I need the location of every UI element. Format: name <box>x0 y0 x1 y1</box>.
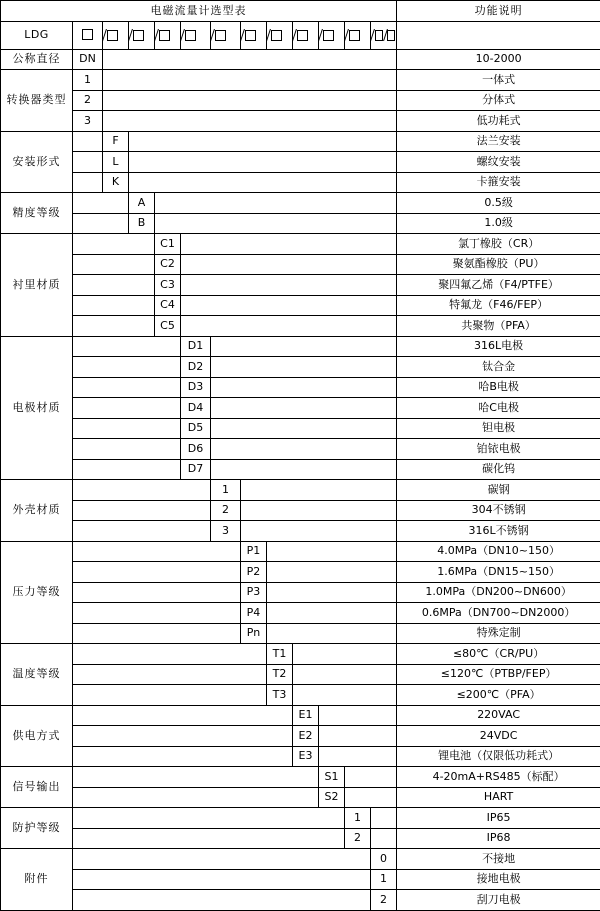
row-label-7: 温度等级 <box>1 644 73 706</box>
spacer-right <box>181 234 397 255</box>
option-code: D4 <box>181 398 211 419</box>
option-code: P1 <box>241 541 267 562</box>
spacer-left <box>73 500 211 521</box>
dn-code: DN <box>73 49 103 70</box>
table-row <box>1 70 600 91</box>
table-row <box>1 357 600 378</box>
option-desc: 接地电极 <box>397 869 600 890</box>
option-code: 1 <box>73 70 103 91</box>
spacer-left <box>73 828 345 849</box>
spacer-right <box>103 70 397 91</box>
table-row <box>1 603 600 624</box>
option-code: K <box>103 172 129 193</box>
option-code: 2 <box>371 890 397 911</box>
option-code: B <box>129 213 155 234</box>
option-desc: 304不锈钢 <box>397 500 600 521</box>
spacer-left <box>73 234 155 255</box>
option-desc: 4.0MPa（DN10~150） <box>397 541 600 562</box>
option-code: 3 <box>73 111 103 132</box>
option-desc: 特氟龙（F46/FEP） <box>397 295 600 316</box>
spacer-left <box>73 418 181 439</box>
option-code: D7 <box>181 459 211 480</box>
spacer-left <box>73 582 241 603</box>
spacer-left <box>73 726 293 747</box>
spacer-left <box>73 439 181 460</box>
spacer-right <box>241 480 397 501</box>
option-desc: 316L不锈钢 <box>397 521 600 542</box>
spacer-left <box>73 644 267 665</box>
table-row <box>1 439 600 460</box>
spacer-left <box>73 603 241 624</box>
spacer-left <box>73 213 129 234</box>
spacer-left <box>73 131 103 152</box>
option-desc: 316L电极 <box>397 336 600 357</box>
table-row <box>1 849 600 870</box>
option-desc: ≤200℃（PFA） <box>397 685 600 706</box>
table-row <box>1 664 600 685</box>
option-code: Pn <box>241 623 267 644</box>
spacer-right <box>211 418 397 439</box>
spacer-left <box>73 767 319 788</box>
option-desc: 锂电池（仅限低功耗式） <box>397 746 600 767</box>
function-header: 功能说明 <box>397 1 600 22</box>
dn-row <box>1 49 600 70</box>
option-desc: 卡箍安装 <box>397 172 600 193</box>
row-label-1: 安装形式 <box>1 131 73 193</box>
table-row <box>1 295 600 316</box>
option-code: E1 <box>293 705 319 726</box>
table-body <box>1 1 600 911</box>
table-row <box>1 726 600 747</box>
model-box-group-11 <box>371 21 397 49</box>
model-box-group-1 <box>103 21 129 49</box>
spacer-right <box>267 603 397 624</box>
model-box-group-10 <box>345 21 371 49</box>
spacer-left <box>73 480 211 501</box>
spacer-right <box>345 787 397 808</box>
table-row <box>1 562 600 583</box>
model-box-0 <box>73 21 103 49</box>
option-code: S1 <box>319 767 345 788</box>
spacer-right <box>241 500 397 521</box>
table-row <box>1 336 600 357</box>
model-prefix: LDG <box>1 21 73 49</box>
option-desc: 0.5级 <box>397 193 600 214</box>
option-desc: 不接地 <box>397 849 600 870</box>
row-label-10: 防护等级 <box>1 808 73 849</box>
option-code: C3 <box>155 275 181 296</box>
option-desc: IP68 <box>397 828 600 849</box>
row-label-5: 外壳材质 <box>1 480 73 542</box>
option-code: T3 <box>267 685 293 706</box>
spacer-left <box>73 623 241 644</box>
table-row <box>1 377 600 398</box>
table-row <box>1 398 600 419</box>
option-code: D5 <box>181 418 211 439</box>
option-desc: 法兰安装 <box>397 131 600 152</box>
model-box-group-4 <box>181 21 211 49</box>
option-code: P3 <box>241 582 267 603</box>
spacer-right <box>319 746 397 767</box>
spacer-right <box>211 398 397 419</box>
option-desc: 铂铱电极 <box>397 439 600 460</box>
spacer-right <box>267 562 397 583</box>
option-desc: 刮刀电极 <box>397 890 600 911</box>
option-code: A <box>129 193 155 214</box>
spacer-left <box>73 254 155 275</box>
table-row <box>1 418 600 439</box>
row-label-dn: 公称直径 <box>1 49 73 70</box>
table-row <box>1 746 600 767</box>
spacer-left <box>73 193 129 214</box>
spacer-right <box>155 213 397 234</box>
option-code: L <box>103 152 129 173</box>
option-desc: 哈C电极 <box>397 398 600 419</box>
table-row <box>1 193 600 214</box>
row-label-3: 衬里材质 <box>1 234 73 337</box>
option-code: C5 <box>155 316 181 337</box>
option-code: 3 <box>211 521 241 542</box>
option-code: D3 <box>181 377 211 398</box>
table-row <box>1 254 600 275</box>
model-box-group-8 <box>293 21 319 49</box>
spacer-right <box>211 357 397 378</box>
spacer-right <box>293 664 397 685</box>
option-code: P4 <box>241 603 267 624</box>
spacer-left <box>73 275 155 296</box>
spacer-left <box>73 890 371 911</box>
option-desc: 聚四氟乙烯（F4/PTFE） <box>397 275 600 296</box>
spacer-right <box>129 131 397 152</box>
spacer-right <box>241 521 397 542</box>
spacer-left <box>73 705 293 726</box>
option-code: D2 <box>181 357 211 378</box>
table-row <box>1 808 600 829</box>
spacer-left <box>73 746 293 767</box>
option-desc: IP65 <box>397 808 600 829</box>
spacer-left <box>73 316 155 337</box>
option-code: 2 <box>345 828 371 849</box>
option-code: C1 <box>155 234 181 255</box>
option-code: D1 <box>181 336 211 357</box>
table-row <box>1 111 600 132</box>
table-row <box>1 275 600 296</box>
spacer-right <box>371 808 397 829</box>
option-desc: 碳钢 <box>397 480 600 501</box>
option-code: D6 <box>181 439 211 460</box>
option-desc: 4-20mA+RS485（标配） <box>397 767 600 788</box>
option-code: 2 <box>73 90 103 111</box>
model-box-group-9 <box>319 21 345 49</box>
option-desc: 碳化钨 <box>397 459 600 480</box>
page-title: 电磁流量计选型表 <box>1 1 397 22</box>
spacer-left <box>73 377 181 398</box>
option-code: T1 <box>267 644 293 665</box>
spacer-right <box>181 316 397 337</box>
row-label-0: 转换器类型 <box>1 70 73 132</box>
table-row <box>1 213 600 234</box>
option-desc: 特殊定制 <box>397 623 600 644</box>
option-code: 1 <box>211 480 241 501</box>
spacer-left <box>73 336 181 357</box>
table-row <box>1 90 600 111</box>
spacer-left <box>73 562 241 583</box>
table-row <box>1 828 600 849</box>
table-row <box>1 234 600 255</box>
spacer-right <box>319 726 397 747</box>
row-label-9: 信号输出 <box>1 767 73 808</box>
spacer-left <box>73 152 103 173</box>
option-code: E3 <box>293 746 319 767</box>
table-row <box>1 152 600 173</box>
table-row <box>1 480 600 501</box>
option-desc: 1.6MPa（DN15~150） <box>397 562 600 583</box>
option-desc: 低功耗式 <box>397 111 600 132</box>
option-desc: 1.0级 <box>397 213 600 234</box>
model-box-group-3 <box>155 21 181 49</box>
spacer-right <box>211 459 397 480</box>
option-desc: 螺纹安装 <box>397 152 600 173</box>
model-box-group-7 <box>267 21 293 49</box>
option-code: E2 <box>293 726 319 747</box>
spacer-left <box>73 357 181 378</box>
spacer-left <box>73 398 181 419</box>
option-desc: 聚氨酯橡胶（PU） <box>397 254 600 275</box>
option-desc: 220VAC <box>397 705 600 726</box>
spacer-left <box>73 849 371 870</box>
spacer-right <box>211 439 397 460</box>
spacer-right <box>211 336 397 357</box>
table-row <box>1 172 600 193</box>
option-code: F <box>103 131 129 152</box>
model-box-group-5 <box>211 21 241 49</box>
row-label-6: 压力等级 <box>1 541 73 644</box>
dn-desc: 10-2000 <box>397 49 600 70</box>
table-row <box>1 316 600 337</box>
row-label-2: 精度等级 <box>1 193 73 234</box>
spacer-right <box>267 623 397 644</box>
spacer-right <box>267 541 397 562</box>
table-row <box>1 623 600 644</box>
option-code: T2 <box>267 664 293 685</box>
spacer-left <box>73 808 345 829</box>
option-desc: 氯丁橡胶（CR） <box>397 234 600 255</box>
spacer-left <box>73 685 267 706</box>
spacer-right <box>129 172 397 193</box>
spacer-left <box>73 787 319 808</box>
spacer-right <box>211 377 397 398</box>
option-code: 0 <box>371 849 397 870</box>
spacer-right <box>181 275 397 296</box>
table-row <box>1 541 600 562</box>
model-code-desc <box>397 21 600 49</box>
model-box-group-6 <box>241 21 267 49</box>
row-label-8: 供电方式 <box>1 705 73 767</box>
option-desc: ≤80℃（CR/PU） <box>397 644 600 665</box>
table-row <box>1 500 600 521</box>
option-desc: 一体式 <box>397 70 600 91</box>
table-row <box>1 787 600 808</box>
spacer-right <box>293 644 397 665</box>
option-desc: 哈B电极 <box>397 377 600 398</box>
spacer-left <box>73 295 155 316</box>
option-desc: 24VDC <box>397 726 600 747</box>
option-code: S2 <box>319 787 345 808</box>
spacer-left <box>73 172 103 193</box>
spacer-right <box>319 705 397 726</box>
option-desc: ≤120℃（PTBP/FEP） <box>397 664 600 685</box>
option-desc: 共聚物（PFA） <box>397 316 600 337</box>
model-code-row <box>1 21 600 49</box>
spacer-right <box>267 582 397 603</box>
option-code: C4 <box>155 295 181 316</box>
row-label-4: 电极材质 <box>1 336 73 480</box>
table-row <box>1 521 600 542</box>
spacer-left <box>73 459 181 480</box>
table-row <box>1 131 600 152</box>
option-code: 2 <box>211 500 241 521</box>
table-row <box>1 582 600 603</box>
spacer-left <box>73 521 211 542</box>
row-label-11: 附件 <box>1 849 73 911</box>
spacer-right <box>345 767 397 788</box>
option-desc: 0.6MPa（DN700~DN2000） <box>397 603 600 624</box>
option-code: C2 <box>155 254 181 275</box>
table-row <box>1 705 600 726</box>
model-box-group-2 <box>129 21 155 49</box>
spacer-right <box>103 90 397 111</box>
option-desc: 钛合金 <box>397 357 600 378</box>
title-row <box>1 1 600 22</box>
spacer-right <box>129 152 397 173</box>
option-desc: HART <box>397 787 600 808</box>
spacer-left <box>73 869 371 890</box>
spacer-left <box>73 541 241 562</box>
table-row <box>1 890 600 911</box>
option-code: 1 <box>371 869 397 890</box>
table-row <box>1 459 600 480</box>
table-row <box>1 685 600 706</box>
option-desc: 钽电极 <box>397 418 600 439</box>
option-code: P2 <box>241 562 267 583</box>
spacer-left <box>73 664 267 685</box>
spacer-right <box>181 295 397 316</box>
option-desc: 1.0MPa（DN200~DN600） <box>397 582 600 603</box>
option-code: 1 <box>345 808 371 829</box>
spacer-right <box>293 685 397 706</box>
option-desc: 分体式 <box>397 90 600 111</box>
spacer-right <box>155 193 397 214</box>
dn-blank <box>103 49 397 70</box>
spacer-right <box>371 828 397 849</box>
spacer-right <box>181 254 397 275</box>
spacer-right <box>103 111 397 132</box>
table-row <box>1 767 600 788</box>
table-row <box>1 644 600 665</box>
table-row <box>1 869 600 890</box>
